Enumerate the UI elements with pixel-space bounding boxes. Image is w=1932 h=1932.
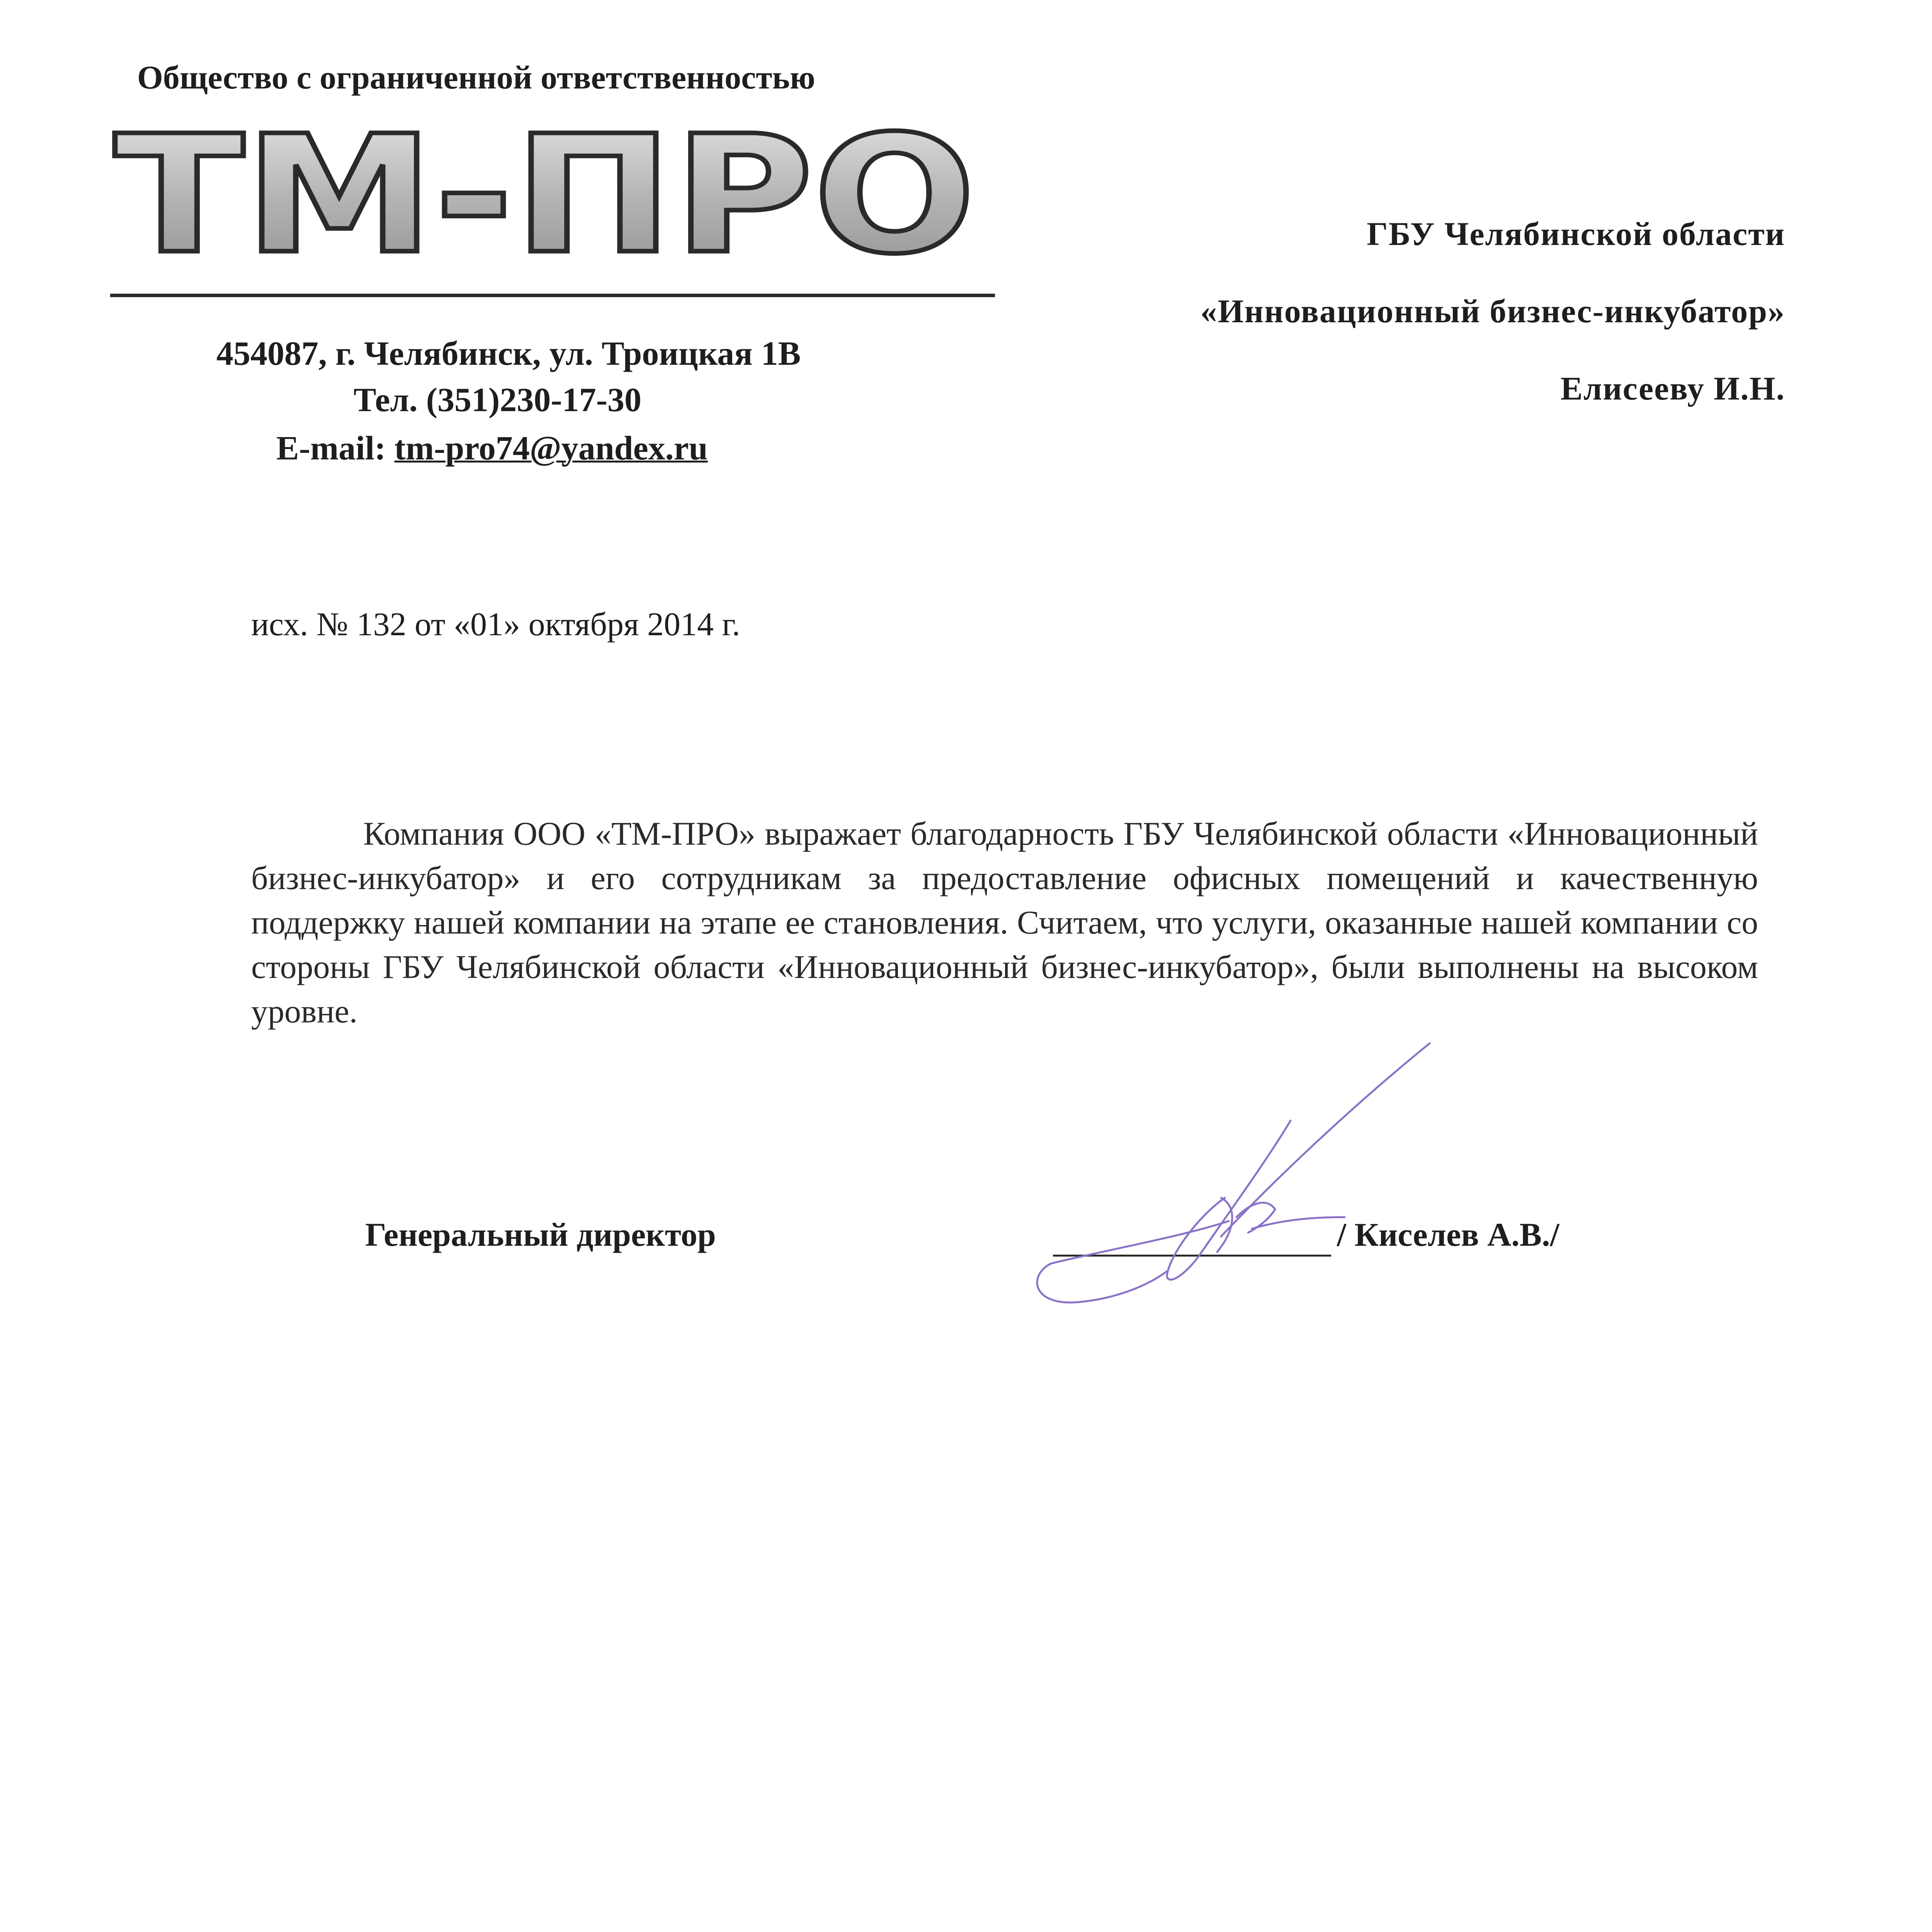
signatory-name: / Киселев А.В./ (1337, 1216, 1560, 1253)
email-link[interactable]: tm-pro74@yandex.ru (394, 430, 708, 467)
company-email-row (276, 429, 708, 468)
recipient-person: Елисееву И.Н. (1560, 370, 1785, 407)
company-address: 454087, г. Челябинск, ул. Троицкая 1В (216, 335, 801, 372)
company-phone: Тел. (351)230-17-30 (354, 381, 641, 419)
letter-body: Компания ООО «ТМ-ПРО» выражает благодарность ГБУ Челябинской области «Инновационный бизнес-инкубатор» и его сотрудникам за предоставление офисных помещений и качественную поддержку нашей компании на этапе ее становления. Считаем, что услуги, оказанные нашей компании со стороны ГБУ Челябинской области «Инновационный бизнес-инкубатор», были выполнены на высоком уровне. (251, 815, 1758, 1030)
outgoing-reference: исх. № 132 от «01» октября 2014 г. (251, 605, 740, 643)
logo-text: ТМ-ПРО (114, 116, 976, 278)
letterhead-rule (110, 294, 995, 297)
recipient-organization-name: «Инновационный бизнес-инкубатор» (1200, 293, 1785, 330)
recipient-organization: ГБУ Челябинской области (1366, 215, 1785, 252)
signatory-position: Генеральный директор (365, 1216, 716, 1253)
company-legal-form: Общество с ограниченной ответственностью (137, 59, 815, 96)
handwritten-signature (1020, 1036, 1484, 1314)
company-logo (104, 116, 985, 278)
email-label: E-mail: (276, 430, 395, 467)
